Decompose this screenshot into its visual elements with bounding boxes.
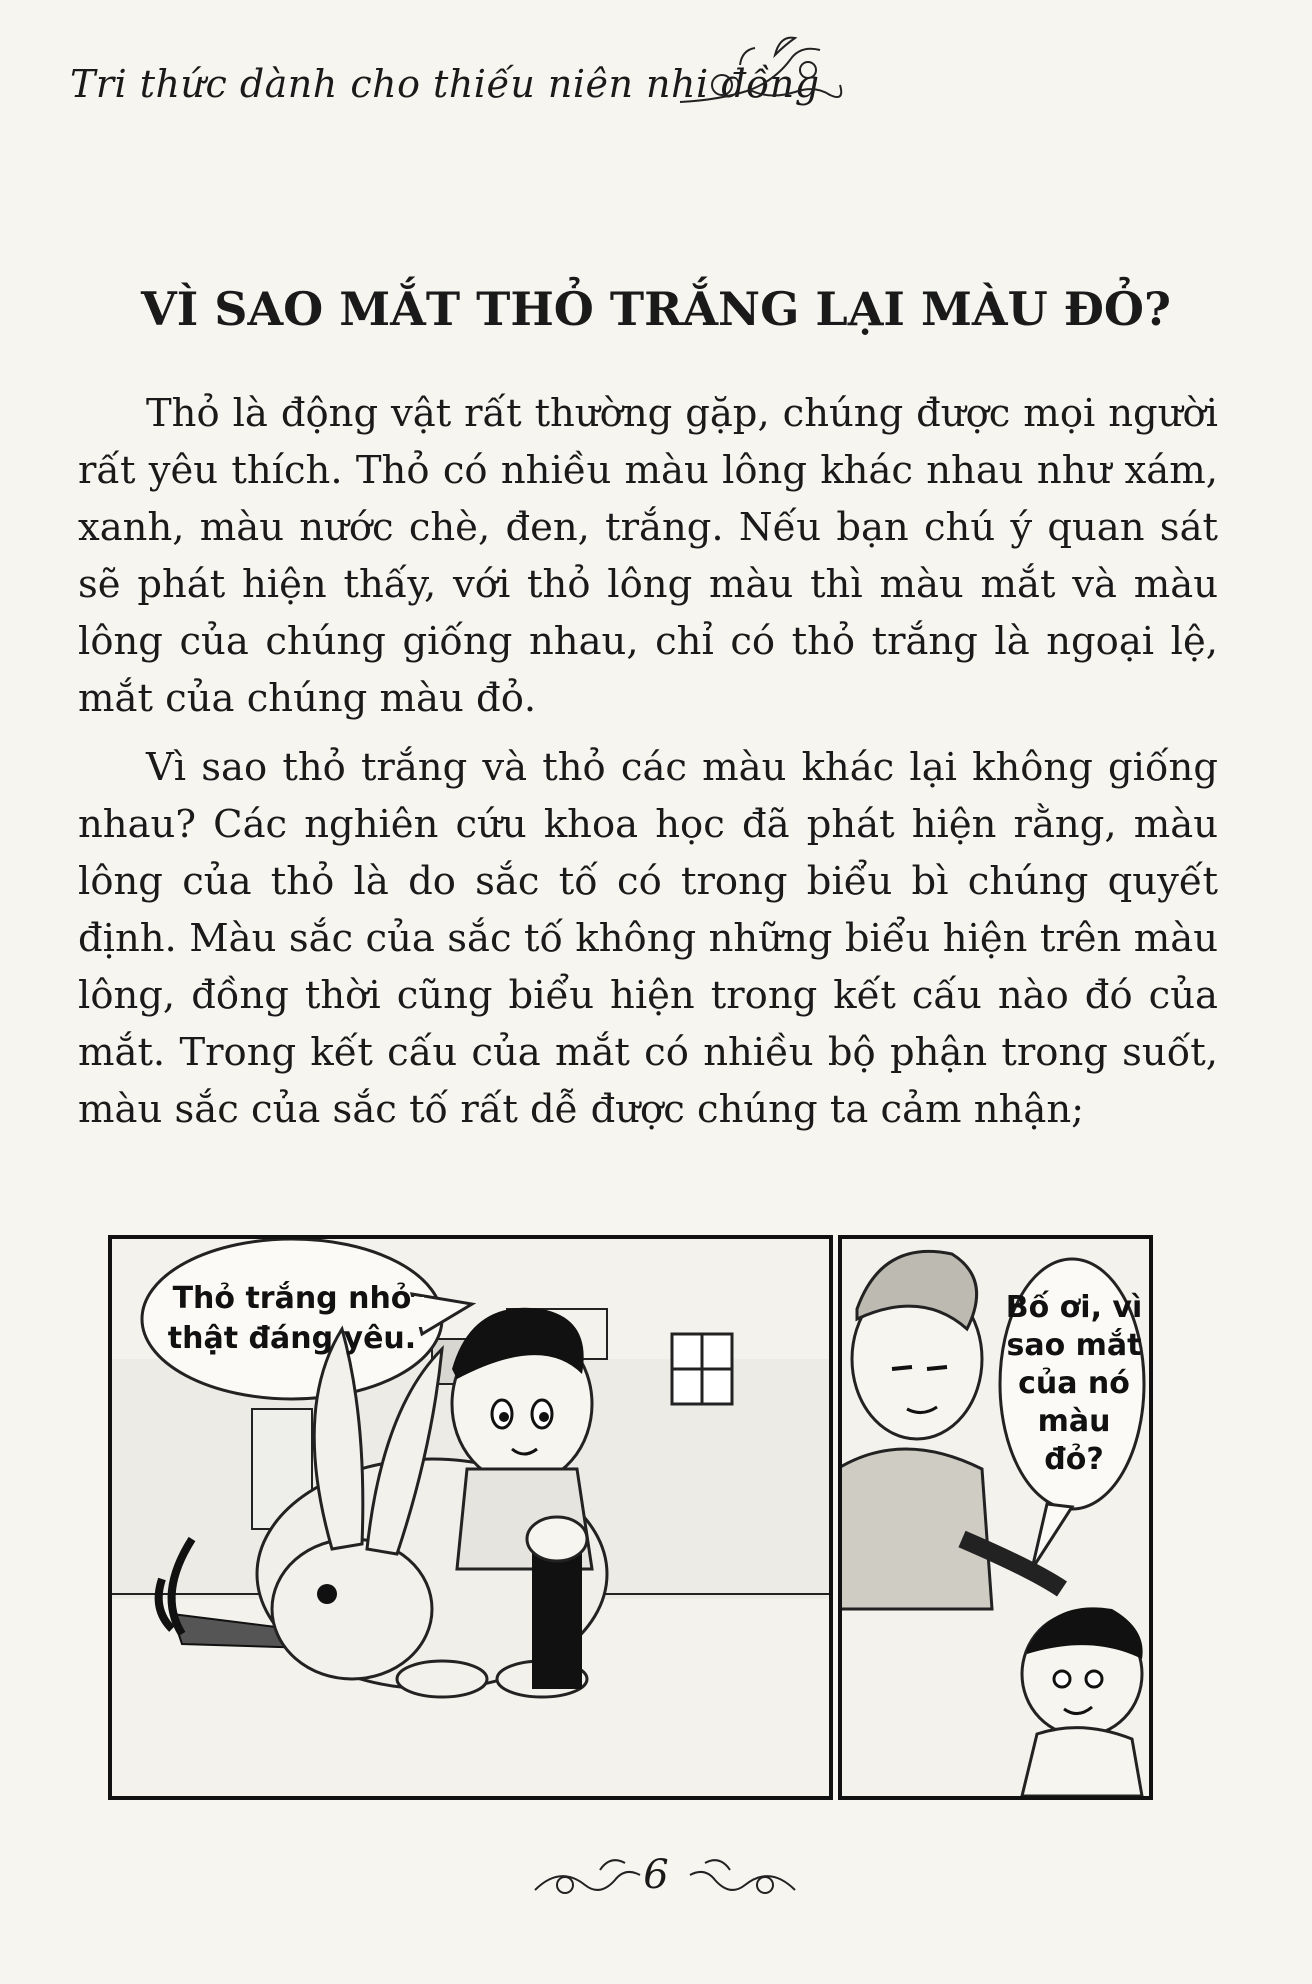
article-title: VÌ SAO MẮT THỎ TRẮNG LẠI MÀU ĐỎ? [141, 282, 1171, 336]
running-title: Tri thức dành cho thiếu niên nhi đồng [70, 62, 820, 106]
page-number: 6 [643, 1852, 669, 1898]
article-body [78, 385, 1218, 1150]
comic-panel-right [838, 1235, 1153, 1800]
bubble-line: Thỏ trắng nhỏ [172, 1281, 412, 1316]
left-speech-bubble [142, 1279, 442, 1359]
bubble-line: sao mắt [1006, 1328, 1142, 1363]
right-speech-bubble [1004, 1289, 1144, 1479]
comic-illustration [108, 1235, 1153, 1800]
scroll-flourish-icon [680, 1855, 800, 1905]
paragraph: Thỏ là động vật rất thường gặp, chúng được mọi người rất yêu thích. Thỏ có nhiều màu lông khác nhau như xám, xanh, màu nước chè, đen, trắng. Nếu bạn chú ý quan sát sẽ phát hiện thấy, với thỏ lông màu thì màu mắt và màu lông của chúng giống nhau, chỉ có thỏ trắng là ngoại lệ, mắt của chúng màu đỏ. [78, 391, 1218, 721]
bubble-line: Bố ơi, vì [1005, 1290, 1143, 1325]
vine-flourish-icon [680, 30, 850, 120]
bubble-line: màu đỏ? [1037, 1404, 1111, 1477]
bubble-line: thật đáng yêu. [167, 1321, 417, 1356]
bubble-line: của nó [1018, 1366, 1130, 1401]
comic-panel-left [108, 1235, 833, 1800]
paragraph: Vì sao thỏ trắng và thỏ các màu khác lại không giống nhau? Các nghiên cứu khoa học đã phát hiện rằng, màu lông của thỏ là do sắc tố có trong biểu bì chúng quyết định. Màu sắc của sắc tố không những biểu hiện trên màu lông, đồng thời cũng biểu hiện trong kết cấu nào đó của mắt. Trong kết cấu của mắt có nhiều bộ phận trong suốt, màu sắc của sắc tố rất dễ được chúng ta cảm nhận; [78, 745, 1218, 1132]
